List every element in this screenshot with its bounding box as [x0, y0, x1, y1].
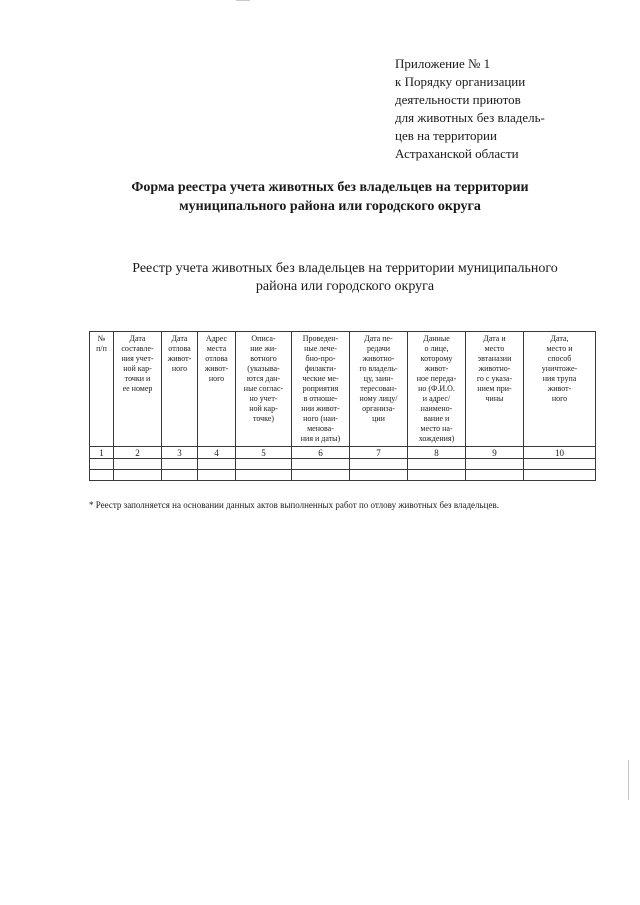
form-title-line: Форма реестра учета животных без владельцев на территории: [131, 180, 529, 195]
appendix-line: цев на территории: [395, 128, 497, 143]
empty-cell: [524, 470, 596, 481]
empty-cell: [350, 459, 408, 470]
empty-cell: [408, 470, 466, 481]
header-cell: Описа- ние жи- вотного (указыва- ются дан- ные соглас- но учет- ной кар- точке): [236, 332, 292, 447]
table-header-row: [90, 332, 596, 447]
form-title-line: муниципального района или городского округа: [179, 199, 481, 214]
column-number-cell: 4: [198, 447, 236, 459]
scan-edge-mark: [628, 760, 629, 800]
header-cell: Дата, место и способ уничтоже- ния трупа живот- ного: [524, 332, 596, 447]
empty-cell: [90, 459, 114, 470]
appendix-line: Приложение № 1: [395, 56, 491, 71]
empty-cell: [466, 470, 524, 481]
registry-title-line: Реестр учета животных без владельцев на территории муниципального: [132, 261, 558, 276]
empty-cell: [162, 470, 198, 481]
header-cell: Дата составле- ния учет- ной кар- точки и ее номер: [114, 332, 162, 447]
footnote: * Реестр заполняется на основании данных актов выполненных работ по отлову животных без владельцев.: [89, 500, 499, 510]
appendix-header: [395, 55, 595, 163]
empty-cell: [292, 470, 350, 481]
column-number-cell: 9: [466, 447, 524, 459]
appendix-line: Астраханской области: [395, 146, 519, 161]
column-number-cell: 8: [408, 447, 466, 459]
empty-cell: [466, 459, 524, 470]
column-number-cell: 7: [350, 447, 408, 459]
appendix-line: к Порядку организации: [395, 74, 526, 89]
registry-table: [89, 331, 596, 481]
table-row: [90, 470, 596, 481]
empty-cell: [162, 459, 198, 470]
header-cell: Адрес места отлова живот- ного: [198, 332, 236, 447]
header-cell: Данные о лице, которому живот- ное переда- но (Ф.И.О. и адрес/ наимено- вание и место на- хождения): [408, 332, 466, 447]
header-cell: Проведен- ные лече- бно-про- филакти- ческие ме- роприятия в отноше- нии живот- ного (наи- менова- ния и даты): [292, 332, 350, 447]
empty-cell: [114, 470, 162, 481]
empty-cell: [236, 459, 292, 470]
column-number-cell: 5: [236, 447, 292, 459]
empty-cell: [114, 459, 162, 470]
column-number-cell: 10: [524, 447, 596, 459]
scan-edge-mark: [236, 0, 250, 1]
empty-cell: [524, 459, 596, 470]
empty-cell: [198, 459, 236, 470]
header-cell: Дата отлова живот- ного: [162, 332, 198, 447]
empty-cell: [90, 470, 114, 481]
header-cell: № п/п: [90, 332, 114, 447]
registry-title: [60, 260, 630, 296]
empty-cell: [198, 470, 236, 481]
empty-cell: [236, 470, 292, 481]
registry-title-line: района или городского округа: [255, 279, 435, 294]
empty-cell: [350, 470, 408, 481]
column-number-cell: 1: [90, 447, 114, 459]
appendix-line: для животных без владель-: [395, 110, 545, 125]
appendix-line: деятельности приютов: [395, 92, 521, 107]
form-title: [60, 178, 600, 216]
header-cell: Дата и место эвтаназии животно- го с указа- нием при- чины: [466, 332, 524, 447]
column-number-cell: 6: [292, 447, 350, 459]
empty-cell: [408, 459, 466, 470]
table-row: [90, 459, 596, 470]
empty-cell: [292, 459, 350, 470]
column-number-cell: 2: [114, 447, 162, 459]
header-cell: Дата пе- редачи животно- го владель- цу, заин- тересован- ному лицу/ организа- ции: [350, 332, 408, 447]
column-number-cell: 3: [162, 447, 198, 459]
column-number-row: [90, 447, 596, 459]
